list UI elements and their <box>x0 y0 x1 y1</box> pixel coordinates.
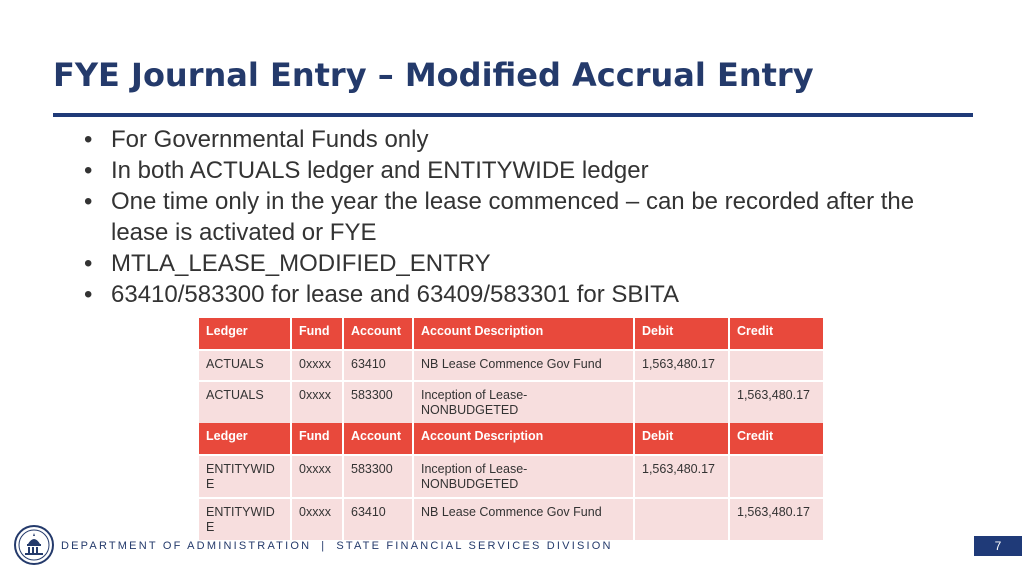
table-row <box>199 499 825 542</box>
cell-account: 63410 <box>344 351 414 382</box>
footer-separator: | <box>321 540 327 552</box>
header-ledger: Ledger <box>199 318 292 351</box>
header-ledger: Ledger <box>199 423 292 456</box>
cell-ledger: ENTITYWID E <box>199 499 292 542</box>
state-seal-icon <box>14 525 54 565</box>
cell-fund: 0xxxx <box>292 499 344 542</box>
slide-title: FYE Journal Entry – Modified Accrual Entry <box>53 56 814 94</box>
bullet-item: • One time only in the year the lease commenced – can be recorded after the lease is activated or FYE <box>84 186 964 248</box>
cell-account: 583300 <box>344 382 414 425</box>
bullet-item: • For Governmental Funds only <box>84 124 964 155</box>
footer-department: DEPARTMENT OF ADMINISTRATION <box>61 540 312 552</box>
cell-ledger: ACTUALS <box>199 351 292 382</box>
header-debit: Debit <box>635 423 730 456</box>
header-account-description: Account Description <box>414 318 635 351</box>
bullet-item: • MTLA_LEASE_MODIFIED_ENTRY <box>84 248 964 279</box>
cell-credit: 1,563,480.17 <box>730 499 825 542</box>
header-account: Account <box>344 318 414 351</box>
actuals-journal-table <box>199 318 825 425</box>
entitywide-journal-table <box>199 423 825 542</box>
bullet-list <box>84 124 964 310</box>
cell-ledger: ENTITYWID E <box>199 456 292 499</box>
cell-debit <box>635 382 730 425</box>
cell-account: 583300 <box>344 456 414 499</box>
page-number: 7 <box>974 536 1022 556</box>
table-row <box>199 351 825 382</box>
header-debit: Debit <box>635 318 730 351</box>
cell-account-description: NB Lease Commence Gov Fund <box>414 351 635 382</box>
footer-division: STATE FINANCIAL SERVICES DIVISION <box>336 540 613 552</box>
header-account: Account <box>344 423 414 456</box>
cell-account-description: NB Lease Commence Gov Fund <box>414 499 635 542</box>
header-credit: Credit <box>730 423 825 456</box>
cell-debit <box>635 499 730 542</box>
title-divider <box>53 113 973 117</box>
cell-fund: 0xxxx <box>292 456 344 499</box>
header-fund: Fund <box>292 423 344 456</box>
cell-debit: 1,563,480.17 <box>635 351 730 382</box>
header-fund: Fund <box>292 318 344 351</box>
cell-account: 63410 <box>344 499 414 542</box>
header-credit: Credit <box>730 318 825 351</box>
cell-account-description: Inception of Lease- NONBUDGETED <box>414 456 635 499</box>
cell-ledger: ACTUALS <box>199 382 292 425</box>
cell-credit: 1,563,480.17 <box>730 382 825 425</box>
cell-fund: 0xxxx <box>292 351 344 382</box>
table-header-row <box>199 423 825 456</box>
cell-account-description: Inception of Lease- NONBUDGETED <box>414 382 635 425</box>
table-row <box>199 382 825 425</box>
footer <box>61 540 613 552</box>
cell-fund: 0xxxx <box>292 382 344 425</box>
cell-credit <box>730 456 825 499</box>
bullet-item: • 63410/583300 for lease and 63409/583301 for SBITA <box>84 279 964 310</box>
cell-credit <box>730 351 825 382</box>
table-row <box>199 456 825 499</box>
cell-debit: 1,563,480.17 <box>635 456 730 499</box>
bullet-item: • In both ACTUALS ledger and ENTITYWIDE ledger <box>84 155 964 186</box>
header-account-description: Account Description <box>414 423 635 456</box>
table-header-row <box>199 318 825 351</box>
